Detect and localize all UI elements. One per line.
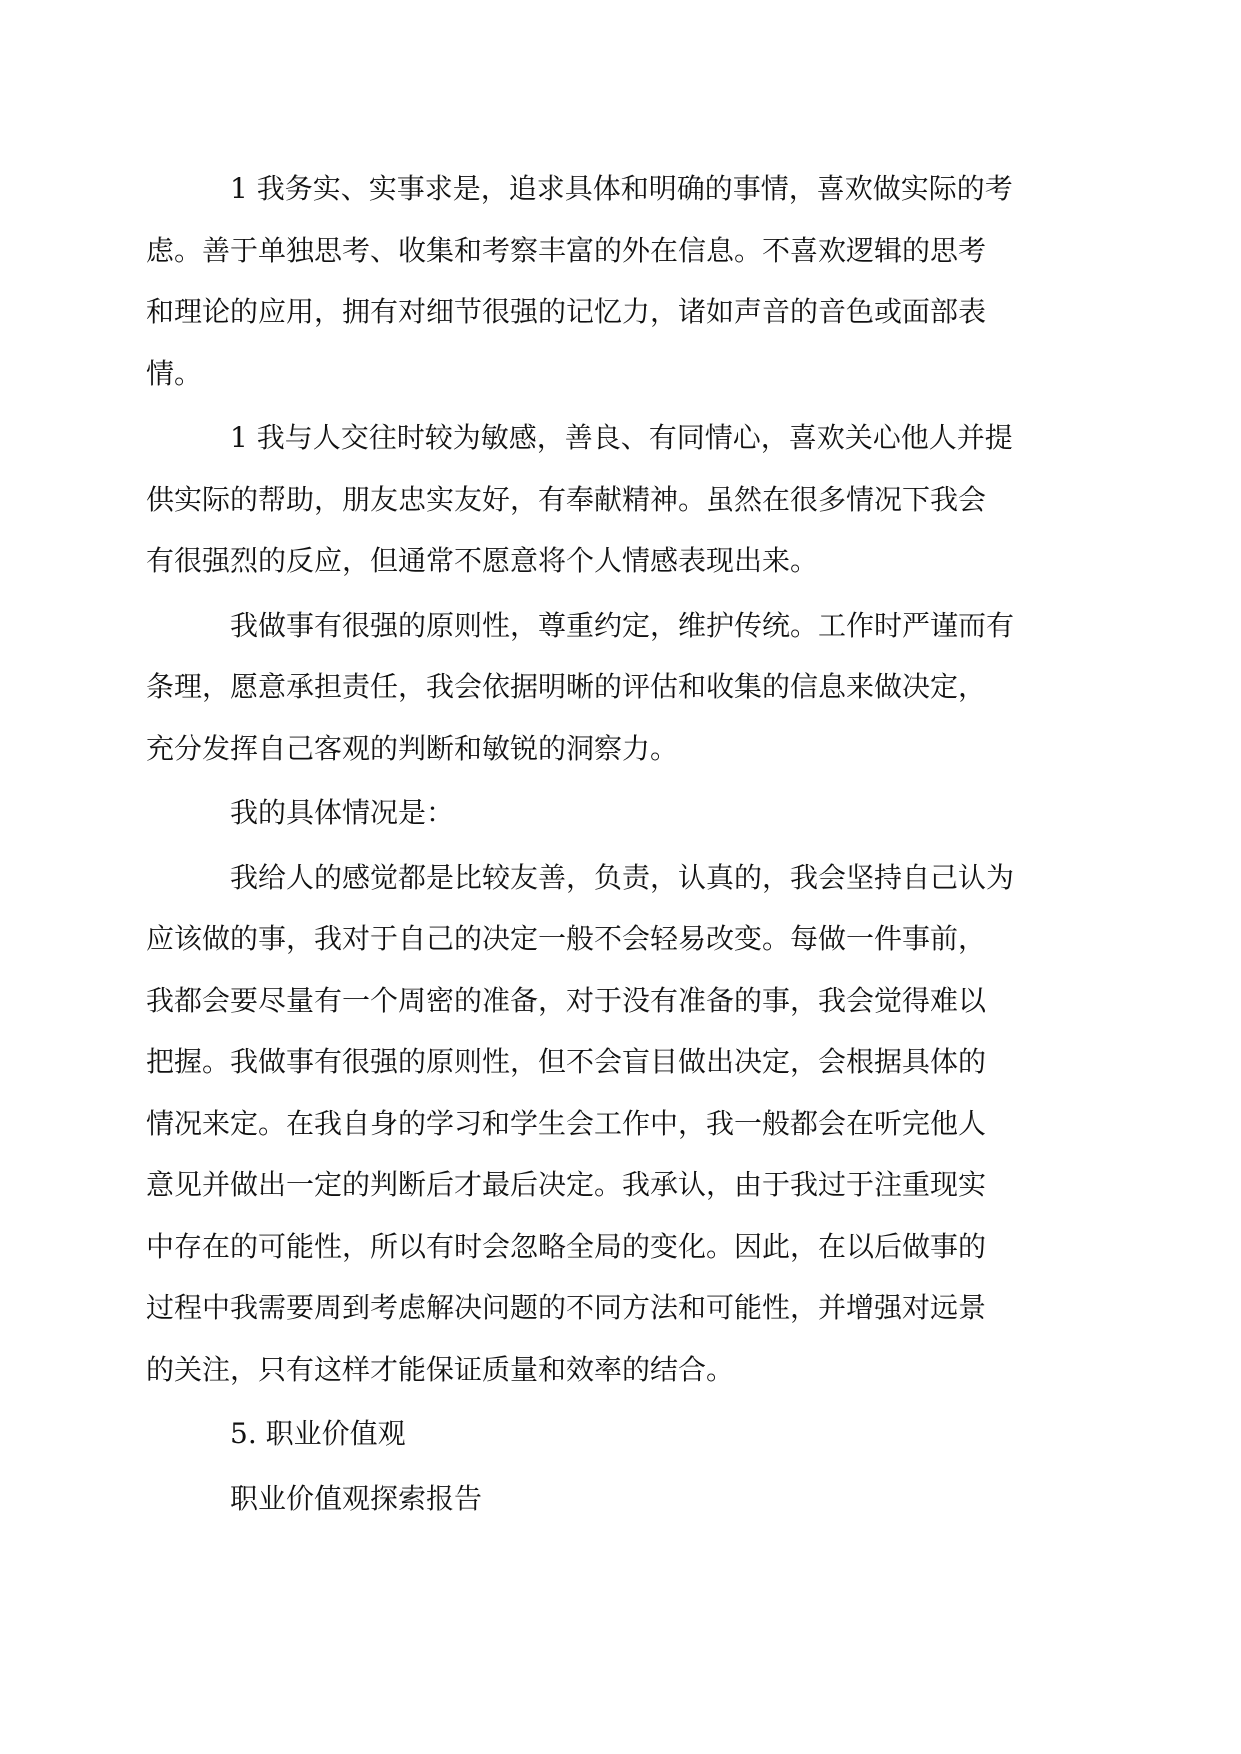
text-line: 供实际的帮助，朋友忠实友好，有奉献精神。虽然在很多情况下我会 xyxy=(146,482,987,516)
text-line: 的关注，只有这样才能保证质量和效率的结合。 xyxy=(146,1352,735,1386)
text-line: 我的具体情况是： xyxy=(230,796,455,829)
text-line: 我都会要尽量有一个周密的准备，对于没有准备的事，我会觉得难以 xyxy=(146,983,987,1017)
paragraph-personality-judging xyxy=(146,595,1054,780)
paragraph-personality-sensing xyxy=(146,158,1054,404)
paragraph-personality-feeling xyxy=(146,407,1054,592)
text-line: 1 我务实、实事求是，追求具体和明确的事情，喜欢做实际的考 xyxy=(230,172,1013,205)
text-line: 过程中我需要周到考虑解决问题的不同方法和可能性，并增强对远景 xyxy=(146,1291,987,1324)
text-line: 虑。善于单独思考、收集和考察丰富的外在信息。不喜欢逻辑的思考 xyxy=(146,233,987,267)
text-line: 应该做的事，我对于自己的决定一般不会轻易改变。每做一件事前， xyxy=(146,922,987,955)
paragraph-specific-situation xyxy=(146,847,1054,1401)
text-line: 有很强烈的反应，但通常不愿意将个人情感表现出来。 xyxy=(146,544,819,577)
text-line: 情。 xyxy=(146,356,203,390)
text-line: 情况来定。在我自身的学习和学生会工作中，我一般都会在听完他人 xyxy=(146,1106,987,1140)
text-line: 把握。我做事有很强的原则性，但不会盲目做出决定，会根据具体的 xyxy=(146,1045,987,1078)
text-line: 和理论的应用，拥有对细节很强的记忆力，诸如声音的音色或面部表 xyxy=(146,295,987,328)
text-line: 意见并做出一定的判断后才最后决定。我承认，由于我过于注重现实 xyxy=(146,1168,987,1201)
text-line: 我做事有很强的原则性，尊重约定，维护传统。工作时严谨而有 xyxy=(230,608,1015,642)
paragraph-specific-situation-intro xyxy=(188,782,1054,844)
document-body xyxy=(146,158,1054,1532)
sub-heading: 职业价值观探索报告 xyxy=(230,1481,483,1515)
text-line: 充分发挥自己客观的判断和敏锐的洞察力。 xyxy=(146,731,679,765)
text-line: 中存在的可能性，所以有时会忽略全局的变化。因此，在以后做事的 xyxy=(146,1229,987,1263)
text-line: 条理，愿意承担责任，我会依据明晰的评估和收集的信息来做决定， xyxy=(146,670,987,703)
section-heading: 5. 职业价值观 xyxy=(230,1417,406,1450)
text-line: 我给人的感觉都是比较友善，负责，认真的，我会坚持自己认为 xyxy=(230,860,1015,894)
text-line: 1 我与人交往时较为敏感，善良、有同情心，喜欢关心他人并提 xyxy=(230,421,1013,454)
